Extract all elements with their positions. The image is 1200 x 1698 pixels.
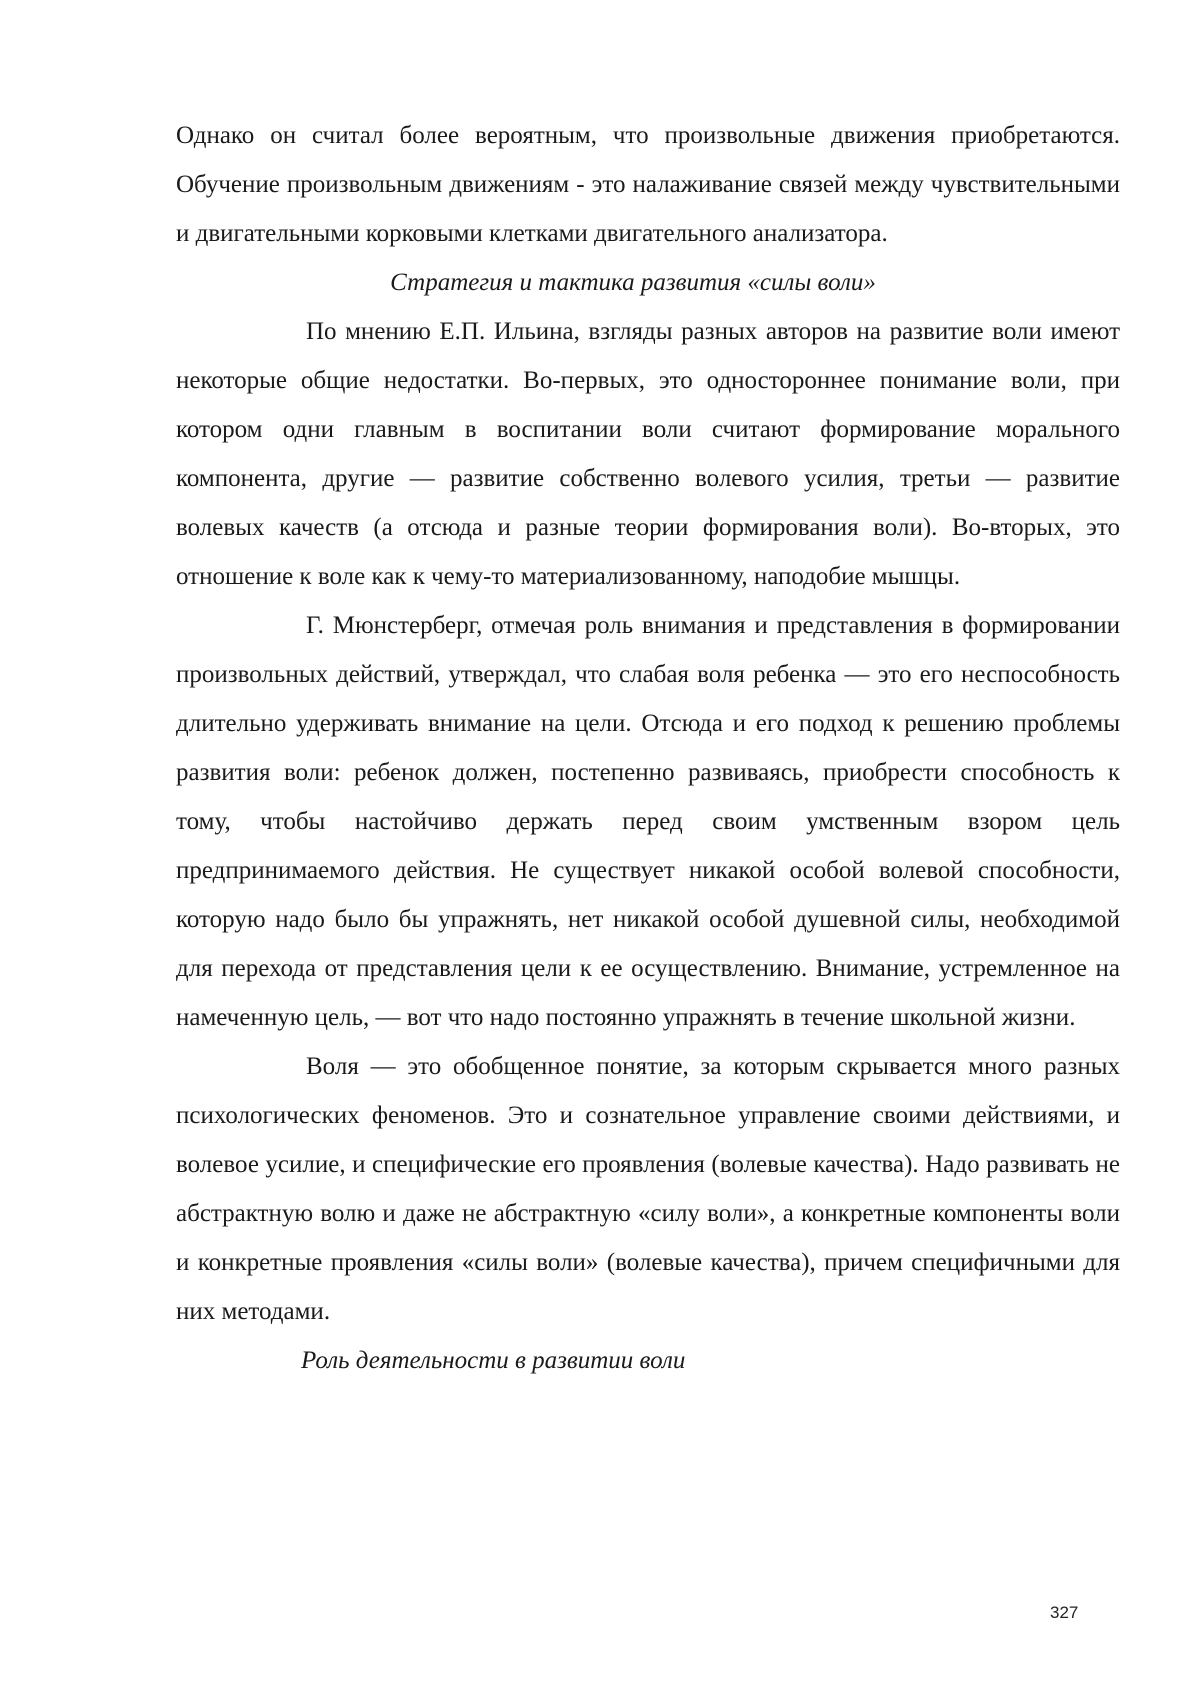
paragraph-voluntary-movements: Однако он считал более вероятным, что произвольные движения приобретаются. Обучение произвольным движениям - это налаживание связей между чувствительными и двигательными корковыми клетками двигательного анализатора. (176, 111, 1120, 258)
document-page (0, 0, 1200, 1698)
paragraph-will-concept: Воля — это обобщенное понятие, за которым скрывается много разных психологических феноменов. Это и сознательное управление своими действиями, и волевое усилие, и специфические его проявления (волевые качества). Надо развивать не абстрактную волю и даже не абстрактную «силу воли», а конкретные компоненты воли и конкретные проявления «силы воли» (волевые качества), причем специфичными для них методами. (176, 1042, 1120, 1336)
page-number: 327 (1050, 1603, 1078, 1623)
page-body (176, 111, 1120, 1385)
paragraph-ilyin-views: По мнению Е.П. Ильина, взгляды разных авторов на развитие воли имеют некоторые общие недостатки. Во-первых, это одностороннее понимание воли, при котором одни главным в воспитании воли считают формирование морального компонента, другие — развитие собственно волевого усилия, третьи — развитие волевых качеств (а отсюда и разные теории формирования воли). Во-вторых, это отношение к воле как к чему-то материализованному, наподобие мышцы. (176, 307, 1120, 601)
paragraph-munsterberg: Г. Мюнстерберг, отмечая роль внимания и представления в формировании произвольных действий, утверждал, что слабая воля ребенка — это его неспособность длительно удерживать внимание на цели. Отсюда и его подход к решению проблемы развития воли: ребенок должен, постепенно развиваясь, приобрести способность к тому, чтобы настойчиво держать перед своим умственным взором цель предпринимаемого действия. Не существует никакой особой волевой способности, которую надо было бы упражнять, нет никакой особой душевной силы, необходимой для перехода от представления цели к ее осуществлению. Внимание, устремленное на намеченную цель, — вот что надо постоянно упражнять в течение школьной жизни. (176, 601, 1120, 1042)
section-heading-willpower-strategy: Стратегия и тактика развития «силы воли» (176, 258, 1120, 307)
section-heading-activity-role: Роль деятельности в развитии воли (176, 1336, 1120, 1385)
